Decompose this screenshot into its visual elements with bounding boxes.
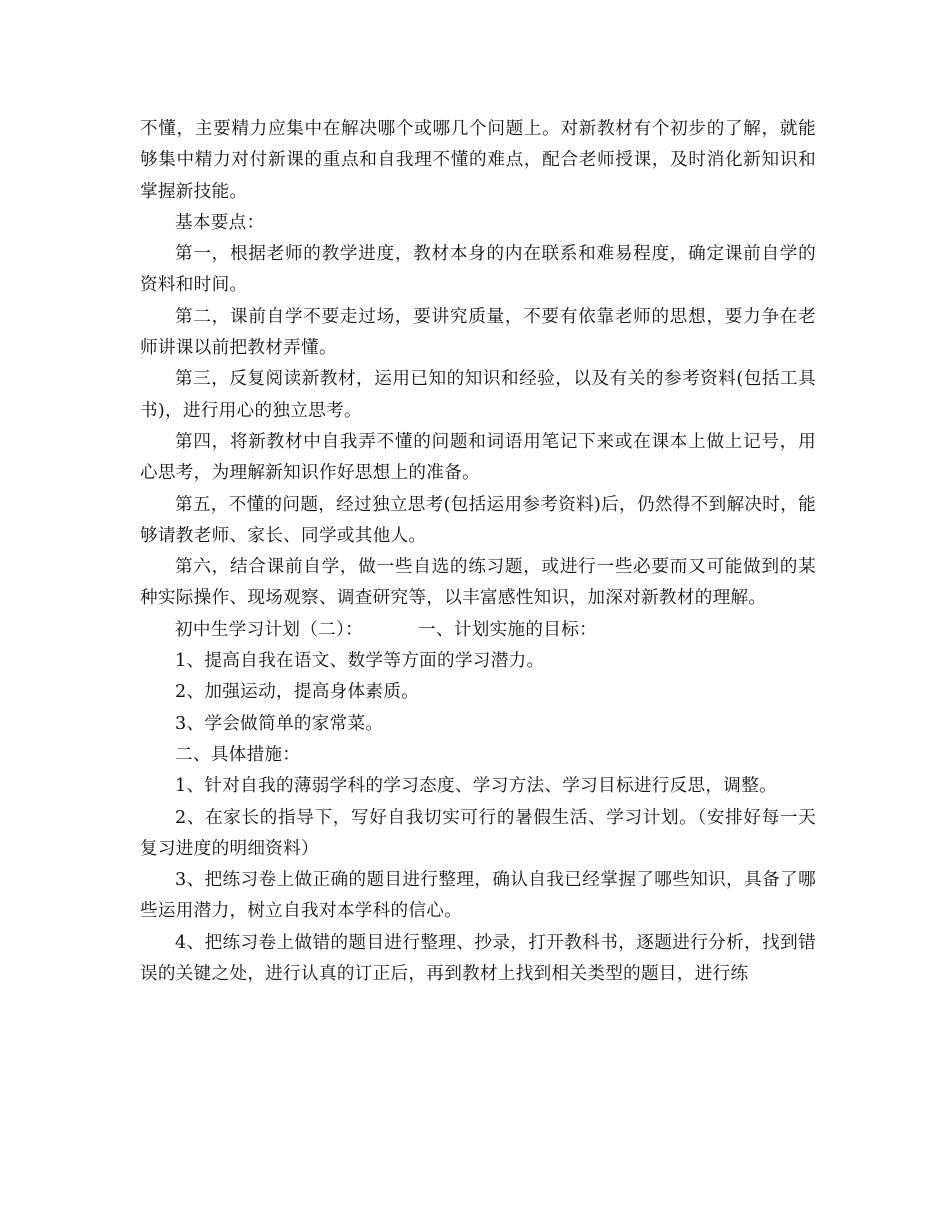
plan-heading-line	[140, 615, 816, 646]
paragraph-goal-3: 3、学会做简单的家常菜。	[175, 713, 384, 734]
paragraph-key-points-heading: 基本要点：	[175, 212, 265, 233]
paragraph-point-4: 第四，将新教材中自我弄不懂的问题和词语用笔记下来或在课本上做上记号，用心思考，为理解新知识作好思想上的准备。	[140, 431, 816, 484]
paragraph-goal-1: 1、提高自我在语文、数学等方面的学习潜力。	[175, 651, 545, 672]
plan-subtitle: 一、计划实施的目标：	[418, 619, 597, 640]
paragraph-measure-1: 1、针对自我的薄弱学科的学习态度、学习方法、学习目标进行反思，调整。	[175, 776, 777, 797]
paragraph-goal-2: 2、加强运动，提高身体素质。	[175, 682, 420, 703]
paragraph-measures-heading: 二、具体措施：	[175, 744, 301, 765]
paragraph-measure-3: 3、把练习卷上做正确的题目进行整理，确认自我已经掌握了哪些知识，具备了哪些运用潜力，树立自我对本学科的信心。	[140, 870, 816, 922]
plan-title: 初中生学习计划（二）：	[175, 619, 364, 640]
paragraph-point-2: 第二，课前自学不要走过场，要讲究质量，不要有依靠老师的思想，要力争在老师讲课以前把教材弄懂。	[140, 306, 816, 359]
paragraph-point-6: 第六，结合课前自学，做一些自选的练习题，或进行一些必要而又可能做到的某种实际操作、现场观察、调查研究等，以丰富感性知识，加深对新教材的理解。	[140, 557, 816, 609]
paragraph-point-5: 第五，不懂的问题，经过独立思考(包括运用参考资料)后，仍然得不到解决时，能够请教老师、家长、同学或其他人。	[140, 494, 816, 546]
document-body	[140, 114, 816, 990]
paragraph-point-3: 第三，反复阅读新教材，运用已知的知识和经验，以及有关的参考资料(包括工具书)，进行用心的独立思考。	[140, 369, 816, 421]
paragraph-point-1: 第一，根据老师的教学进度，教材本身的内在联系和难易程度，确定课前自学的资料和时间。	[140, 244, 816, 296]
paragraph-intro: 不懂，主要精力应集中在解决哪个或哪几个问题上。对新教材有个初步的了解，就能够集中精力对付新课的重点和自我理不懂的难点，配合老师授课，及时消化新知识和掌握新技能。	[140, 119, 816, 202]
paragraph-measure-2: 2、在家长的指导下，写好自我切实可行的暑假生活、学习计划。（安排好每一天复习进度的明细资料）	[140, 807, 816, 859]
paragraph-measure-4: 4、把练习卷上做错的题目进行整理、抄录，打开教科书，逐题进行分析，找到错误的关键之处，进行认真的订正后，再到教材上找到相关类型的题目，进行练	[140, 932, 816, 985]
